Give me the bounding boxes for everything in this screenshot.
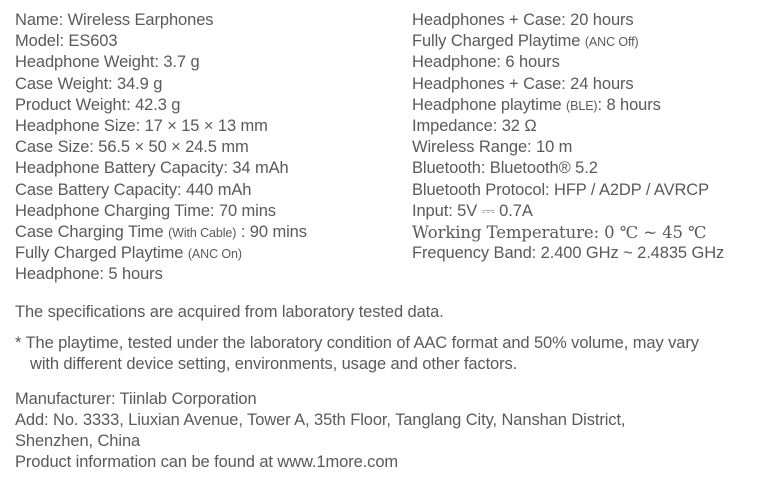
- spec-text: Bluetooth: Bluetooth® 5.2: [412, 159, 598, 178]
- spec-text: Headphone playtime: [412, 95, 567, 114]
- spec-text: Headphones + Case: 24 hours: [412, 74, 634, 93]
- spec-column-left: [15, 10, 405, 285]
- spec-text: Case Battery Capacity: 440 mAh: [15, 180, 252, 199]
- spec-qualifier: (BLE): [566, 98, 598, 113]
- spec-line: [15, 95, 405, 116]
- spec-line: [412, 137, 767, 158]
- spec-text: Impedance: 32 Ω: [412, 116, 537, 135]
- address-line-1: Add: No. 3333, Liuxian Avenue, Tower A, 35th Floor, Tanglang City, Nanshan District,: [15, 410, 626, 429]
- spec-line: [412, 222, 767, 243]
- spec-line: [15, 222, 405, 243]
- spec-line: [412, 31, 767, 52]
- spec-qualifier: (With Cable): [168, 225, 237, 240]
- spec-line: [15, 158, 405, 179]
- spec-line: [412, 10, 767, 31]
- spec-line: [15, 180, 405, 201]
- spec-line: [15, 10, 405, 31]
- spec-text: Working Temperature: 0 ℃ ~ 45 ℃: [412, 222, 707, 242]
- spec-text: Headphone: 5 hours: [15, 265, 163, 284]
- spec-line: [15, 52, 405, 73]
- spec-line: [15, 137, 405, 158]
- spec-text: Fully Charged Playtime: [412, 32, 585, 51]
- spec-text: Case Size: 56.5 × 50 × 24.5 mm: [15, 138, 249, 157]
- spec-line: [15, 201, 405, 222]
- spec-text: Headphone Battery Capacity: 34 mAh: [15, 159, 289, 178]
- spec-text: Case Weight: 34.9 g: [15, 74, 163, 93]
- spec-text: Fully Charged Playtime: [15, 244, 188, 263]
- spec-text: Headphone Size: 17 × 15 × 13 mm: [15, 116, 268, 135]
- spec-line: [15, 264, 405, 285]
- playtime-footnote-line-1: * The playtime, tested under the laboratory condition of AAC format and 50% volume, may vary: [15, 334, 699, 353]
- manufacturer-line: Manufacturer: Tiinlab Corporation: [15, 389, 257, 408]
- spec-text: Model: ES603: [15, 32, 118, 51]
- lab-note: The specifications are acquired from laboratory tested data.: [15, 303, 444, 321]
- product-info-line: Product information can be found at www.1more.com: [15, 453, 399, 472]
- spec-line: [412, 95, 767, 116]
- notes-section: [15, 302, 760, 473]
- spec-line: [412, 201, 767, 222]
- spec-text: Headphones + Case: 20 hours: [412, 11, 634, 29]
- spec-line: [412, 116, 767, 137]
- spec-qualifier: (ANC Off): [584, 35, 639, 50]
- spec-line: [412, 243, 767, 264]
- spec-line: [412, 52, 767, 73]
- spec-text: : 90 mins: [236, 222, 307, 241]
- spec-line: [412, 158, 767, 179]
- spec-line: [15, 31, 405, 52]
- spec-text: Headphone: 6 hours: [412, 53, 560, 72]
- spec-text: Input: 5V ⎓ 0.7A: [412, 201, 533, 220]
- spec-text: : 8 hours: [597, 95, 661, 114]
- spec-column-right: [412, 10, 767, 264]
- spec-qualifier: (ANC On): [187, 247, 242, 262]
- spec-line: [15, 116, 405, 137]
- spec-text: Headphone Charging Time: 70 mins: [15, 201, 276, 220]
- spec-text: Name: Wireless Earphones: [15, 11, 214, 29]
- spec-line: [15, 243, 405, 264]
- spec-text: Wireless Range: 10 m: [412, 138, 573, 157]
- spec-text: Headphone Weight: 3.7 g: [15, 53, 200, 72]
- address-line-2: Shenzhen, China: [15, 431, 141, 450]
- spec-line: [412, 180, 767, 201]
- spec-line: [412, 74, 767, 95]
- playtime-footnote-line-2: with different device setting, environments, usage and other factors.: [30, 355, 518, 374]
- spec-text: Bluetooth Protocol: HFP / A2DP / AVRCP: [412, 180, 710, 199]
- spec-text: Frequency Band: 2.400 GHz ~ 2.4835 GHz: [412, 244, 725, 263]
- spec-text: Product Weight: 42.3 g: [15, 95, 181, 114]
- spec-text: Case Charging Time: [15, 222, 169, 241]
- spec-line: [15, 74, 405, 95]
